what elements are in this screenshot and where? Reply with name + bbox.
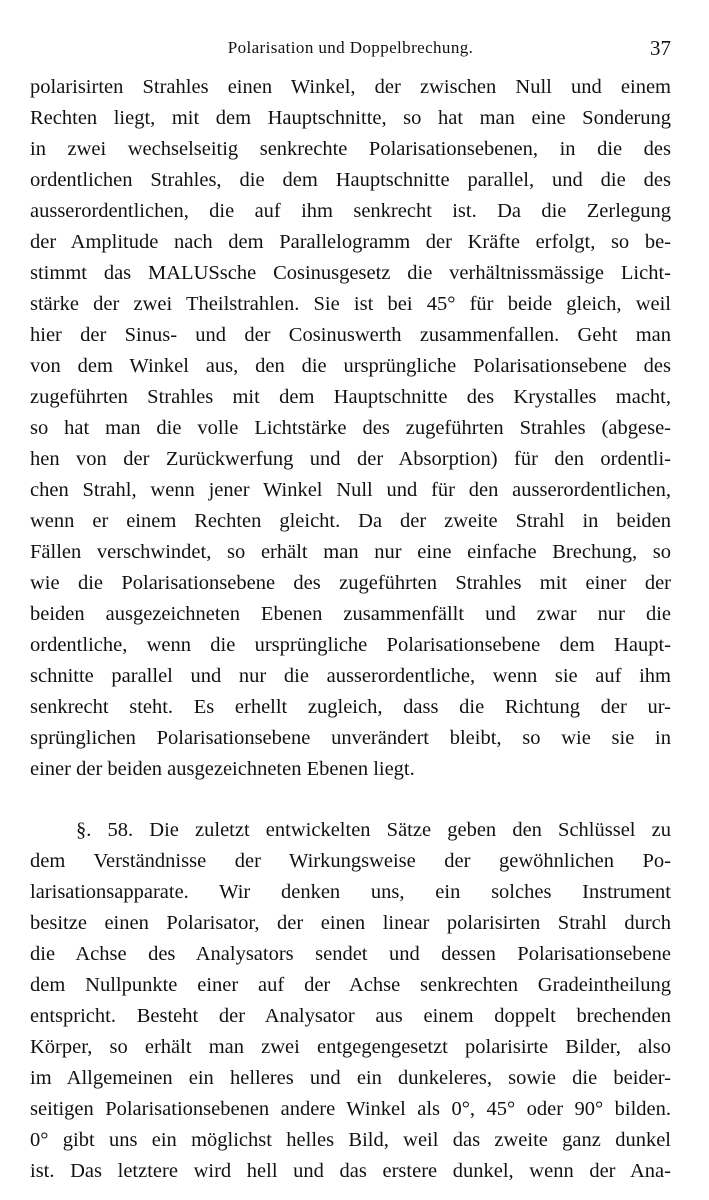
text-line: chen Strahl, wenn jener Winkel Null und für den ausserordentlichen, xyxy=(30,479,671,501)
text-line: Körper, so erhält man zwei entgegengesetzt polarisirte Bilder, also xyxy=(30,1036,671,1058)
text-line: dem Nullpunkte einer auf der Achse senkrechten Gradeintheilung xyxy=(30,974,671,996)
text-line: hier der Sinus- und der Cosinuswerth zusammenfallen. Geht man xyxy=(30,324,671,346)
text-line: seitigen Polarisationsebenen andere Winkel als 0°, 45° oder 90° bilden. xyxy=(30,1098,671,1120)
text-line: stimmt das MALUSsche Cosinusgesetz die verhältnissmässige Licht- xyxy=(30,262,671,284)
text-line: sprünglichen Polarisationsebene unverändert bleibt, so wie sie in xyxy=(30,727,671,749)
text-line: der Amplitude nach dem Parallelogramm der Kräfte erfolgt, so be- xyxy=(30,231,671,253)
page-number: 37 xyxy=(650,36,671,60)
text-line: ordentliche, wenn die ursprüngliche Polarisationsebene dem Haupt- xyxy=(30,634,671,656)
running-head xyxy=(30,34,671,72)
text-line: beiden ausgezeichneten Ebenen zusammenfällt und zwar nur die xyxy=(30,603,671,625)
text-line: die Achse des Analysators sendet und dessen Polarisationsebene xyxy=(30,943,671,965)
text-line: senkrecht steht. Es erhellt zugleich, dass die Richtung der ur- xyxy=(30,696,671,718)
text-line: einer der beiden ausgezeichneten Ebenen liegt. xyxy=(30,758,415,780)
text-line: Rechten liegt, mit dem Hauptschnitte, so hat man eine Sonderung xyxy=(30,107,671,129)
paragraph-2 xyxy=(30,815,671,1187)
text-line: besitze einen Polarisator, der einen linear polarisirten Strahl durch xyxy=(30,912,671,934)
text-line: ausserordentlichen, die auf ihm senkrecht ist. Da die Zerlegung xyxy=(30,200,671,222)
text-line: entspricht. Besteht der Analysator aus einem doppelt brechenden xyxy=(30,1005,671,1027)
text-line: ist. Das letztere wird hell und das erstere dunkel, wenn der Ana- xyxy=(30,1160,671,1182)
text-line: schnitte parallel und nur die ausserordentliche, wenn sie auf ihm xyxy=(30,665,671,687)
text-line: wie die Polarisationsebene des zugeführten Strahles mit einer der xyxy=(30,572,671,594)
text-line: Fällen verschwindet, so erhält man nur eine einfache Brechung, so xyxy=(30,541,671,563)
text-line: stärke der zwei Theilstrahlen. Sie ist bei 45° für beide gleich, weil xyxy=(30,293,671,315)
text-line: im Allgemeinen ein helleres und ein dunkeleres, sowie die beider- xyxy=(30,1067,671,1089)
text-line: hen von der Zurückwerfung und der Absorption) für den ordentli- xyxy=(30,448,671,470)
text-line: wenn er einem Rechten gleicht. Da der zweite Strahl in beiden xyxy=(30,510,671,532)
text-line: polarisirten Strahles einen Winkel, der zwischen Null und einem xyxy=(30,76,671,98)
text-line: zugeführten Strahles mit dem Hauptschnitte des Krystalles macht, xyxy=(30,386,671,408)
running-title: Polarisation und Doppelbrechung. xyxy=(227,38,474,57)
text-line: von dem Winkel aus, den die ursprüngliche Polarisationsebene des xyxy=(30,355,671,377)
text-line: ordentlichen Strahles, die dem Hauptschnitte parallel, und die des xyxy=(30,169,671,191)
paragraph-1 xyxy=(30,72,671,785)
text-line: 0° gibt uns ein möglichst helles Bild, weil das zweite ganz dunkel xyxy=(30,1129,671,1151)
text-line: larisationsapparate. Wir denken uns, ein solches Instrument xyxy=(30,881,671,903)
text-line: in zwei wechselseitig senkrechte Polarisationsebenen, in die des xyxy=(30,138,671,160)
text-line: so hat man die volle Lichtstärke des zugeführten Strahles (abgese- xyxy=(30,417,671,439)
text-line: dem Verständnisse der Wirkungsweise der gewöhnlichen Po- xyxy=(30,850,671,872)
text-line: §. 58. Die zuletzt entwickelten Sätze geben den Schlüssel zu xyxy=(76,819,671,841)
